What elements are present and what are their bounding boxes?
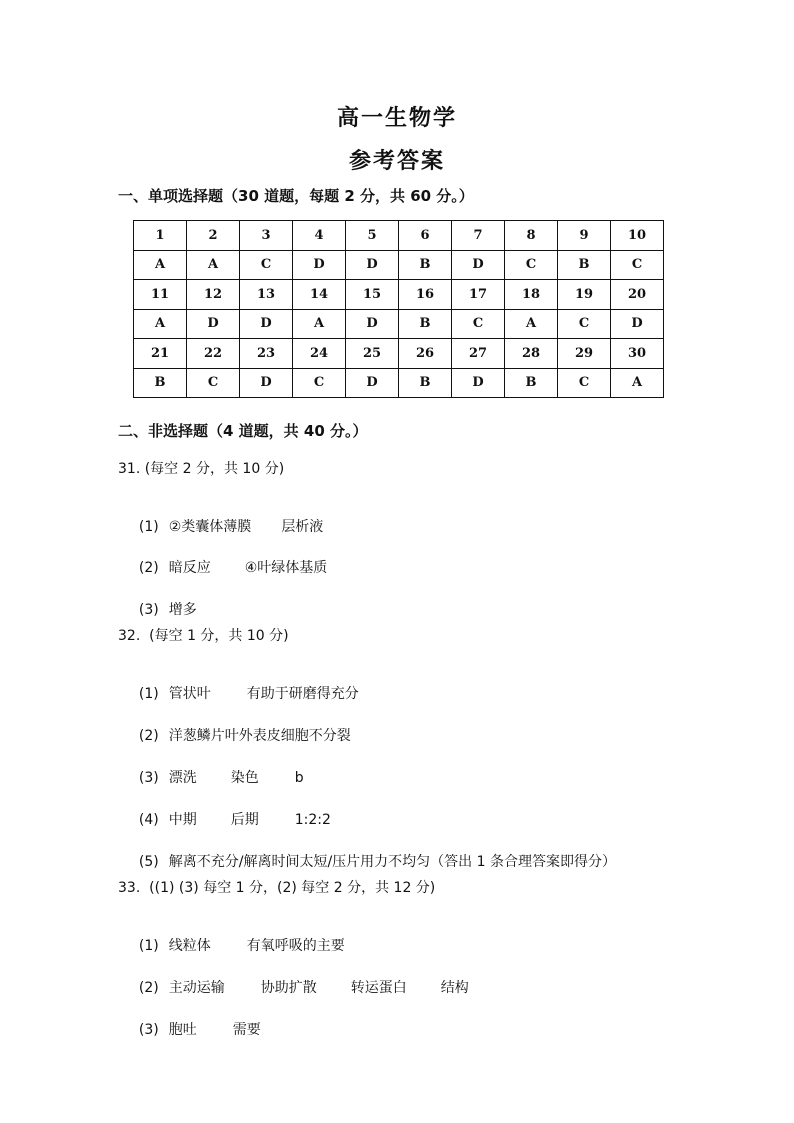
- question-number-cell: 16: [399, 280, 452, 310]
- q32-answer-4: [130, 793, 331, 829]
- answer-part: 有氧呼吸的主要: [246, 938, 345, 954]
- answer-cell: D: [452, 368, 505, 398]
- question-number-cell: 14: [293, 280, 346, 310]
- answer-cell: C: [452, 309, 505, 339]
- question-number-cell: 13: [240, 280, 293, 310]
- answer-cell: D: [611, 309, 664, 339]
- answer-part: ④叶绿体基质: [244, 560, 328, 576]
- q32-answer-3: [130, 751, 304, 787]
- answer-cell: D: [346, 309, 399, 339]
- answer-part: 转运蛋白: [350, 980, 407, 996]
- answer-part: 解离不充分/解离时间太短/压片用力不均匀（答出 1 条合理答案即得分）: [168, 854, 616, 870]
- answer-part: 增多: [168, 602, 197, 618]
- answer-index: (3): [138, 602, 159, 618]
- section1-heading: 一、单项选择题（30 道题，每题 2 分，共 60 分。）: [118, 187, 474, 205]
- answer-cell: D: [452, 250, 505, 280]
- answer-index: (1): [138, 686, 159, 702]
- answer-cell: D: [293, 250, 346, 280]
- q32-answer-2: [130, 709, 351, 745]
- table-row-question-numbers: [134, 339, 664, 369]
- question-number-cell: 1: [134, 221, 187, 251]
- question-number-cell: 6: [399, 221, 452, 251]
- question-number-cell: 7: [452, 221, 505, 251]
- answer-table: [133, 220, 664, 398]
- answer-part: 后期: [230, 812, 259, 828]
- answer-part: 有助于研磨得充分: [246, 686, 359, 702]
- question-number-cell: 3: [240, 221, 293, 251]
- answer-cell: A: [505, 309, 558, 339]
- answer-cell: D: [240, 368, 293, 398]
- answer-part: 管状叶: [168, 686, 211, 702]
- answer-cell: B: [399, 368, 452, 398]
- question-number-cell: 8: [505, 221, 558, 251]
- answer-part: 需要: [232, 1022, 261, 1038]
- question-number-cell: 15: [346, 280, 399, 310]
- table-row-question-numbers: [134, 280, 664, 310]
- answer-part: 漂洗: [168, 770, 197, 786]
- answer-index: (4): [138, 812, 159, 828]
- answer-part: 主动运输: [168, 980, 225, 996]
- q32-answer-5: [130, 835, 616, 871]
- question-number-cell: 23: [240, 339, 293, 369]
- answer-part: b: [294, 770, 304, 786]
- answer-part: 洋葱鳞片叶外表皮细胞不分裂: [168, 728, 351, 744]
- answer-part: 暗反应: [168, 560, 211, 576]
- answer-index: (2): [138, 560, 159, 576]
- answer-part: 胞吐: [168, 1022, 197, 1038]
- table-row-answers: [134, 250, 664, 280]
- question-number-cell: 12: [187, 280, 240, 310]
- question-number-cell: 10: [611, 221, 664, 251]
- answer-part: 结构: [440, 980, 469, 996]
- q31-answer-3: [130, 583, 197, 619]
- page-subtitle: 参考答案: [348, 149, 445, 174]
- question-number-cell: 29: [558, 339, 611, 369]
- answer-index: (3): [138, 1022, 159, 1038]
- answer-index: (3): [138, 770, 159, 786]
- question-number-cell: 26: [399, 339, 452, 369]
- answer-cell: B: [399, 309, 452, 339]
- question-number-cell: 30: [611, 339, 664, 369]
- answer-cell: A: [611, 368, 664, 398]
- answer-cell: A: [134, 250, 187, 280]
- q33-answer-2: [130, 961, 469, 997]
- page-title: 高一生物学: [336, 106, 457, 131]
- answer-cell: C: [558, 368, 611, 398]
- question-number-cell: 2: [187, 221, 240, 251]
- answer-cell: B: [134, 368, 187, 398]
- q31-answer-1: [130, 500, 323, 536]
- table-row-question-numbers: [134, 221, 664, 251]
- q33-answer-1: [130, 919, 345, 955]
- answer-index: (2): [138, 980, 159, 996]
- question-number-cell: 18: [505, 280, 558, 310]
- q31-answer-2: [130, 541, 327, 577]
- question-number-cell: 11: [134, 280, 187, 310]
- question-number-cell: 21: [134, 339, 187, 369]
- answer-part: 1:2:2: [294, 812, 331, 828]
- question-number-cell: 28: [505, 339, 558, 369]
- answer-cell: A: [293, 309, 346, 339]
- answer-index: (5): [138, 854, 159, 870]
- answer-cell: C: [293, 368, 346, 398]
- answer-cell: D: [346, 368, 399, 398]
- answer-cell: C: [558, 309, 611, 339]
- answer-index: (1): [138, 938, 159, 954]
- answer-part: ②类囊体薄膜: [168, 519, 252, 535]
- table-row-answers: [134, 368, 664, 398]
- answer-cell: C: [505, 250, 558, 280]
- answer-index: (2): [138, 728, 159, 744]
- answer-part: 线粒体: [168, 938, 211, 954]
- answer-cell: C: [187, 368, 240, 398]
- question-number-cell: 19: [558, 280, 611, 310]
- answer-cell: B: [558, 250, 611, 280]
- question-number-cell: 20: [611, 280, 664, 310]
- section2-heading: 二、非选择题（4 道题，共 40 分。）: [118, 422, 368, 440]
- answer-cell: D: [346, 250, 399, 280]
- answer-part: 层析液: [281, 519, 324, 535]
- answer-cell: C: [611, 250, 664, 280]
- q31-header: 31. (每空 2 分，共 10 分): [118, 461, 285, 477]
- answer-part: 协助扩散: [260, 980, 317, 996]
- question-number-cell: 9: [558, 221, 611, 251]
- question-number-cell: 17: [452, 280, 505, 310]
- question-number-cell: 25: [346, 339, 399, 369]
- question-number-cell: 27: [452, 339, 505, 369]
- q33-header: 33. ((1) (3) 每空 1 分，(2) 每空 2 分，共 12 分): [118, 880, 436, 896]
- answer-cell: B: [399, 250, 452, 280]
- answer-cell: C: [240, 250, 293, 280]
- answer-cell: A: [134, 309, 187, 339]
- answer-part: 染色: [230, 770, 259, 786]
- answer-cell: B: [505, 368, 558, 398]
- question-number-cell: 5: [346, 221, 399, 251]
- answer-cell: D: [187, 309, 240, 339]
- q32-answer-1: [130, 667, 359, 703]
- question-number-cell: 22: [187, 339, 240, 369]
- q33-answer-3: [130, 1003, 261, 1039]
- answer-part: 中期: [168, 812, 197, 828]
- q32-header: 32. (每空 1 分，共 10 分): [118, 628, 289, 644]
- question-number-cell: 24: [293, 339, 346, 369]
- table-row-answers: [134, 309, 664, 339]
- answer-cell: D: [240, 309, 293, 339]
- question-number-cell: 4: [293, 221, 346, 251]
- answer-cell: A: [187, 250, 240, 280]
- answer-index: (1): [138, 519, 159, 535]
